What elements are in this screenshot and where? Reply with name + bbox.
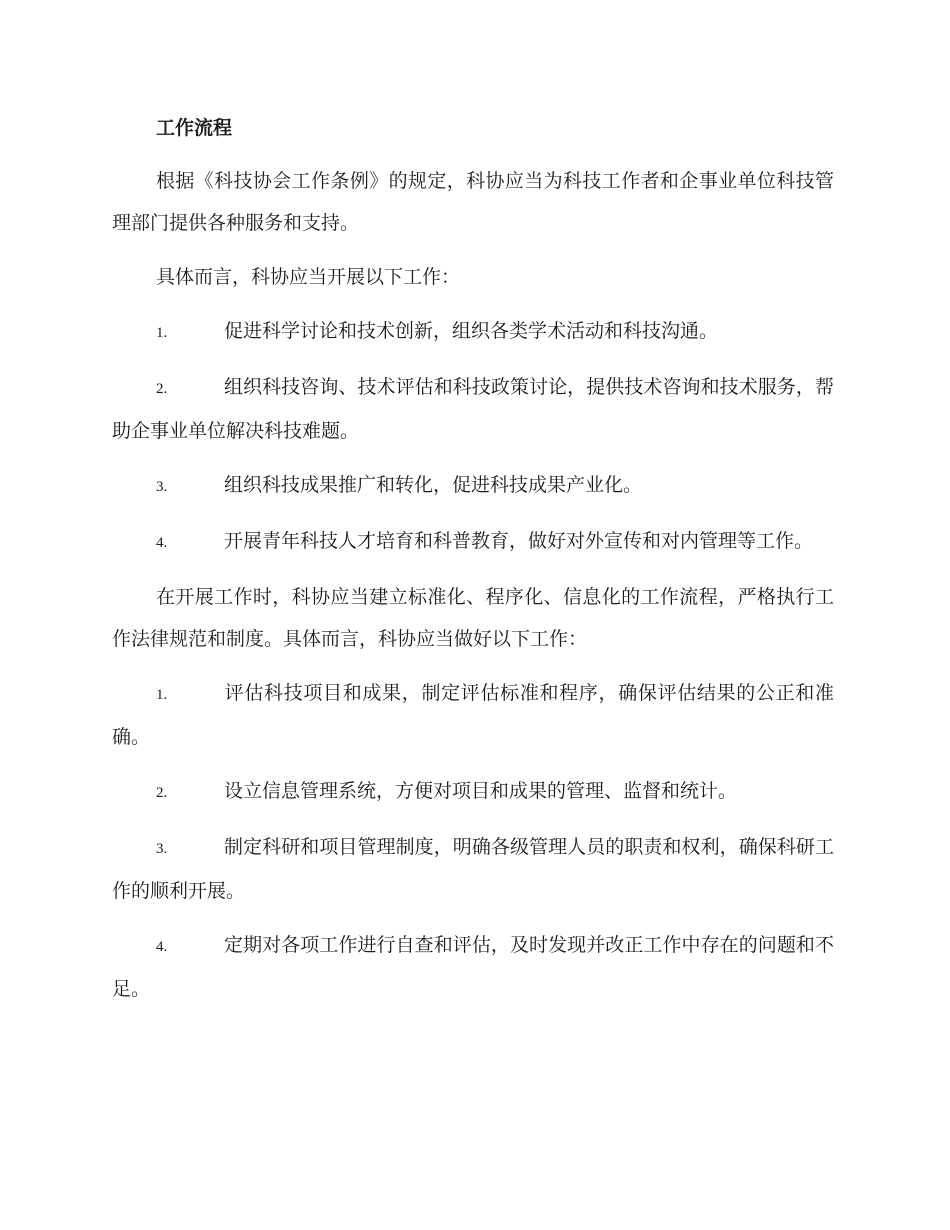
list-item-text: 促进科学讨论和技术创新，组织各类学术活动和科技沟通。 (224, 320, 719, 342)
list-item (112, 464, 834, 508)
list-number: 1. (156, 325, 168, 341)
list-number: 2. (156, 381, 168, 397)
work-list-1 (112, 310, 834, 564)
list-item-text: 组织科技咨询、技术评估和科技政策讨论，提供技术咨询和技术服务，帮助企事业单位解决科技难题。 (112, 376, 834, 442)
list-number: 1. (156, 687, 168, 703)
list-item-text: 制定科研和项目管理制度，明确各级管理人员的职责和权利，确保科研工作的顺利开展。 (112, 836, 834, 902)
list-item-text: 设立信息管理系统，方便对项目和成果的管理、监督和统计。 (224, 780, 738, 802)
document-page (112, 108, 834, 1022)
list-item-text: 定期对各项工作进行自查和评估，及时发现并改正工作中存在的问题和不足。 (112, 934, 834, 1000)
list-item-text: 开展青年科技人才培育和科普教育，做好对外宣传和对内管理等工作。 (224, 530, 814, 552)
intro-paragraph: 根据《科技协会工作条例》的规定，科协应当为科技工作者和企事业单位科技管理部门提供各种服务和支持。 (112, 170, 834, 234)
list-item (112, 672, 834, 758)
list-item (112, 520, 834, 564)
lead-paragraph-1: 具体而言，科协应当开展以下工作： (156, 266, 461, 288)
list-number: 4. (156, 939, 168, 955)
list-number: 3. (156, 479, 168, 495)
workflow-paragraph: 在开展工作时，科协应当建立标准化、程序化、信息化的工作流程，严格执行工作法律规范和制度。具体而言，科协应当做好以下工作： (112, 586, 834, 650)
list-number: 2. (156, 785, 168, 801)
list-item (112, 310, 834, 354)
list-number: 3. (156, 841, 168, 857)
list-item (112, 770, 834, 814)
section-heading: 工作流程 (156, 117, 233, 139)
list-item (112, 826, 834, 912)
list-number: 4. (156, 535, 168, 551)
list-item (112, 924, 834, 1010)
work-list-2 (112, 672, 834, 1010)
list-item-text: 组织科技成果推广和转化，促进科技成果产业化。 (224, 474, 643, 496)
list-item (112, 366, 834, 452)
list-item-text: 评估科技项目和成果，制定评估标准和程序，确保评估结果的公正和准确。 (112, 682, 834, 748)
